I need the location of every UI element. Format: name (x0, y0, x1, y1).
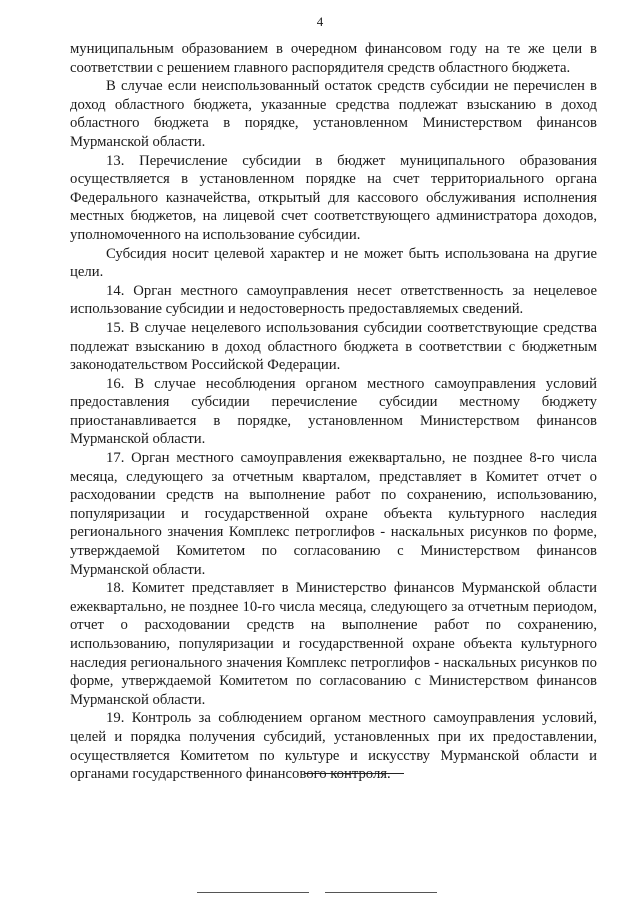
paragraph-14-responsibility: 14. Орган местного самоуправления несет ответственность за нецелевое использование субсидии и недостоверность предоставляемых сведений. (70, 282, 597, 318)
end-of-text-rule (304, 773, 404, 774)
paragraph-18-committee-report: 18. Комитет представляет в Министерство финансов Мурманской области ежеквартально, не позднее 10-го числа месяца, следующего за отчетным периодом, отчет о расходовании средств на выполнение работ по сохранению, использованию, популяризации и государственной охране объекта культурного наследия регионального значения Комплекс петроглифов - наскальных рисунков по форме, утверждаемой Комитетом по согласованию с Министерством финансов Мурманской области. (70, 580, 597, 708)
page-number: 4 (316, 14, 324, 29)
paragraph-19-control: 19. Контроль за соблюдением органом местного самоуправления условий, целей и порядка получения субсидий, установленных при их предоставлении, осуществляется Комитетом по культуре и искусству Мурманской области и органами государственного финансового контроля. (70, 710, 597, 783)
paragraph-unused-balance: В случае если неиспользованный остаток средств субсидии не перечислен в доход областного бюджета, указанные средства подлежат взысканию в доход областного бюджета в порядке, установленном Министерством финансов Мурманской области. (70, 78, 597, 150)
footer-rule-right (325, 892, 437, 893)
paragraph-17-report: 17. Орган местного самоуправления ежеквартально, не позднее 8-го числа месяца, следующего за отчетным кварталом, представляет в Комитет отчет о расходовании средств на выполнение работ по сохранению, использованию, популяризации и государственной охране объекта культурного наследия регионального значения Комплекс петроглифов - наскальных рисунков по форме, утверждаемой Комитетом по согласованию с Министерством финансов Мурманской области. (70, 450, 597, 578)
paragraph-13-transfer: 13. Перечисление субсидии в бюджет муниципального образования осуществляется в установленном порядке на счет территориального органа Федерального казначейства, открытый для кассового обслуживания исполнения местных бюджетов, на лицевой счет соответствующего администратора доходов, уполномоченного на использование субсидии. (70, 152, 597, 243)
paragraph-continuation: муниципальным образованием в очередном финансовом году на те же цели в соответствии с решением главного распорядителя средств областного бюджета. (70, 41, 597, 76)
paragraph-targeted-nature: Субсидия носит целевой характер и не может быть использована на другие цели. (70, 245, 597, 281)
document-body (70, 40, 597, 784)
footer-rule-left (197, 892, 309, 893)
paragraph-16-suspension: 16. В случае несоблюдения органом местного самоуправления условий предоставления субсидии перечисление субсидии местному бюджету приостанавливается в порядке, установленном Министерством финансов Мурманской области. (70, 375, 597, 448)
paragraph-15-misuse: 15. В случае нецелевого использования субсидии соответствующие средства подлежат взысканию в доход областного бюджета в соответствии с бюджетным законодательством Российской Федерации. (70, 319, 597, 374)
